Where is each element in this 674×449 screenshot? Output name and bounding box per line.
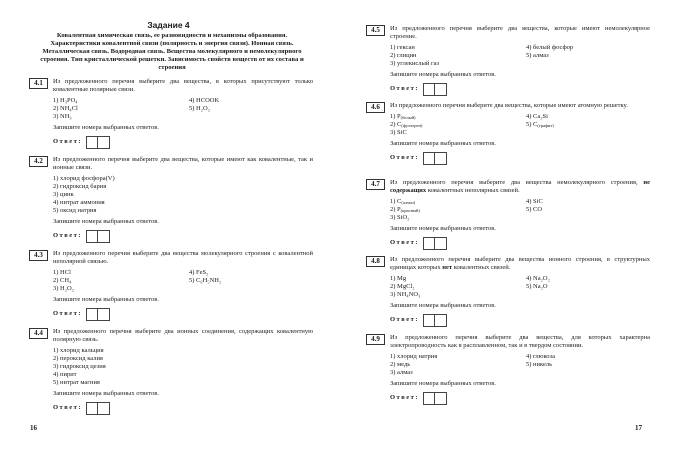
option-5: 5) C₆H₅NH₂ — [189, 277, 222, 284]
task-question: Из предложенного перечня выберите два вещества молекулярного строения с ковалентной неполярной связью. — [53, 250, 313, 265]
option-1: 1) гексан — [390, 44, 415, 51]
task-number: 4.7 — [366, 179, 385, 190]
section-subtitle: Ковалентная химическая связь, ее разновидности и механизмы образования. Характеристики ковалентной связи (полярность и энергия связи). Ионная связь. Металлическая связь. Водородная связь. Вещества молекулярного и немолекулярного строения. Тип кристаллической решетки. Зависимость свойств веществ от их состава и строения — [40, 32, 304, 71]
subscript-modifier: (фуллерен) — [401, 123, 423, 128]
options-list — [390, 353, 650, 377]
task-question: Из предложенного перечня выберите два вещества, которые имеют атомную решетку. — [390, 102, 628, 109]
option-1: 1) хлорид натрия — [390, 353, 438, 360]
task-question: Из предложенного перечня выберите два вещества, которые имеют как ковалентные, так и ионные связи. — [53, 156, 313, 171]
option-2: 2) $P_{(красный)}$ — [390, 206, 420, 213]
answer-label: Ответ: — [53, 404, 83, 411]
task-question — [390, 179, 650, 195]
option-2: 2) пероксид калия — [53, 355, 103, 362]
option-1: 1) Mg — [390, 275, 407, 282]
option-2: 2) $C_{(фуллерен)}$ — [390, 121, 423, 128]
option-1: 1) хлорид кальция — [53, 347, 104, 354]
answer-label: Ответ: — [53, 232, 83, 239]
option-5: 5) CO — [526, 206, 543, 213]
option-3: 3) алмаз — [390, 369, 413, 376]
task-number: 4.9 — [366, 334, 385, 345]
option-4: 4) пирит — [53, 371, 77, 378]
option-1: 1) HCl — [53, 269, 71, 276]
option-3: 3) SiC — [390, 129, 407, 136]
options-list — [53, 175, 313, 215]
answer-box[interactable] — [423, 392, 447, 405]
answer-label: Ответ: — [53, 310, 83, 317]
task-number: 4.4 — [29, 328, 48, 339]
option-1: 1) H₃PO₄ — [53, 97, 78, 104]
answer-hint: Запишите номера выбранных ответов. — [53, 124, 159, 131]
option-4: 4) нитрат аммония — [53, 199, 105, 206]
right-page — [337, 0, 674, 449]
subscript-modifier: (красный) — [400, 208, 420, 213]
option-3: 3) цинк — [53, 191, 74, 198]
task-question — [390, 256, 650, 272]
answer-box[interactable] — [423, 83, 447, 96]
task-number: 4.6 — [366, 102, 385, 113]
subscript-modifier: (алмаз) — [401, 200, 416, 205]
option-4: 4) SiC — [526, 198, 543, 205]
question-text: Из предложенного перечня выберите два вещества ионного строения, в структурных единицах которых — [390, 256, 650, 271]
answer-label: Ответ: — [390, 85, 420, 92]
option-2: 2) глицин — [390, 52, 417, 59]
answer-hint: Запишите номера выбранных ответов. — [53, 218, 159, 225]
option-1: 1) хлорид фосфора(V) — [53, 175, 115, 182]
option-3: 3) гидроксид цезия — [53, 363, 106, 370]
task-question: Из предложенного перечня выберите два вещества, которые имеют немолекулярное строение. — [390, 25, 650, 40]
option-5: 5) нитрат магния — [53, 379, 100, 386]
answer-hint: Запишите номера выбранных ответов. — [390, 302, 496, 309]
page-number: 17 — [635, 424, 642, 432]
option-4: 4) Na₂O₂ — [526, 275, 550, 282]
option-4: 4) глюкоза — [526, 353, 556, 360]
answer-label: Ответ: — [390, 154, 420, 161]
option-5: 5) никель — [526, 361, 553, 368]
question-text-end: ковалентных неполярных связей. — [427, 187, 520, 194]
answer-label: Ответ: — [390, 316, 420, 323]
task-number: 4.3 — [29, 250, 48, 261]
options-list — [390, 44, 650, 68]
option-3: 3) H₂O₂ — [53, 285, 74, 292]
answer-hint: Запишите номера выбранных ответов. — [390, 380, 496, 387]
answer-box[interactable] — [86, 136, 110, 149]
task-number: 4.5 — [366, 25, 385, 36]
answer-box[interactable] — [86, 230, 110, 243]
task-number: 4.1 — [29, 78, 48, 89]
option-3: 3) NH₄NO₃ — [390, 291, 421, 298]
task-number: 4.2 — [29, 156, 48, 167]
option-4: 4) HCOOK — [189, 97, 220, 104]
task-question: Из предложенного перечня выберите два вещества, для которых характерна электропроводность как в расплавленном, так и в твердом состоянии. — [390, 334, 650, 349]
option-1: 1) $P_{(белый)}$ — [390, 113, 416, 120]
task-number: 4.8 — [366, 256, 385, 267]
answer-box[interactable] — [423, 152, 447, 165]
page-number: 16 — [30, 424, 37, 432]
options-list — [390, 275, 650, 299]
option-2: 2) CH₄ — [53, 277, 72, 284]
options-list — [390, 198, 650, 222]
question-emphasis: не содержащих — [390, 179, 650, 194]
question-text: Из предложенного перечня выберите два вещества немолекулярного строения, — [390, 179, 638, 186]
option-3: 3) SiO₂ — [390, 214, 410, 221]
option-5: 5) $C_{(графит)}$ — [526, 121, 554, 128]
task-question: Из предложенного перечня выберите два вещества, в которых присутствуют только ковалентные полярные связи. — [53, 78, 313, 93]
option-2: 2) гидроксид бария — [53, 183, 107, 190]
option-1: 1) $C_{(алмаз)}$ — [390, 198, 416, 205]
option-2: 2) MgCl₂ — [390, 283, 415, 290]
subscript-modifier: (белый) — [400, 115, 416, 120]
option-4: 4) Ca₂Si — [526, 113, 548, 120]
answer-hint: Запишите номера выбранных ответов. — [390, 225, 496, 232]
option-4: 4) FeS₂ — [189, 269, 209, 276]
option-5: 5) H₂O₂ — [189, 105, 210, 112]
option-2: 2) медь — [390, 361, 411, 368]
answer-label: Ответ: — [390, 239, 420, 246]
answer-box[interactable] — [423, 314, 447, 327]
subscript-modifier: (графит) — [537, 123, 554, 128]
options-list — [53, 269, 313, 293]
option-5: 5) Na₂O — [526, 283, 548, 290]
option-5: 5) алмаз — [526, 52, 549, 59]
answer-hint: Запишите номера выбранных ответов. — [53, 296, 159, 303]
answer-hint: Запишите номера выбранных ответов. — [390, 71, 496, 78]
options-list — [53, 97, 313, 121]
option-3: 3) углекислый газ — [390, 60, 440, 67]
option-4: 4) белый фосфор — [526, 44, 574, 51]
question-emphasis: нет — [442, 264, 453, 271]
answer-box[interactable] — [423, 237, 447, 250]
section-title: Задание 4 — [147, 20, 190, 30]
option-2: 2) NH₄Cl — [53, 105, 78, 112]
option-3: 3) NH₃ — [53, 113, 72, 120]
answer-label: Ответ: — [390, 394, 420, 401]
options-list — [53, 347, 313, 387]
answer-hint: Запишите номера выбранных ответов. — [53, 390, 159, 397]
options-list — [390, 113, 650, 137]
answer-box[interactable] — [86, 308, 110, 321]
answer-hint: Запишите номера выбранных ответов. — [390, 140, 496, 147]
answer-label: Ответ: — [53, 138, 83, 145]
answer-box[interactable] — [86, 402, 110, 415]
task-question: Из предложенного перечня выберите два ионных соединения, содержащих ковалентную полярную связь. — [53, 328, 313, 343]
option-5: 5) оксид натрия — [53, 207, 97, 214]
question-text-end: ковалентных связей. — [453, 264, 511, 271]
